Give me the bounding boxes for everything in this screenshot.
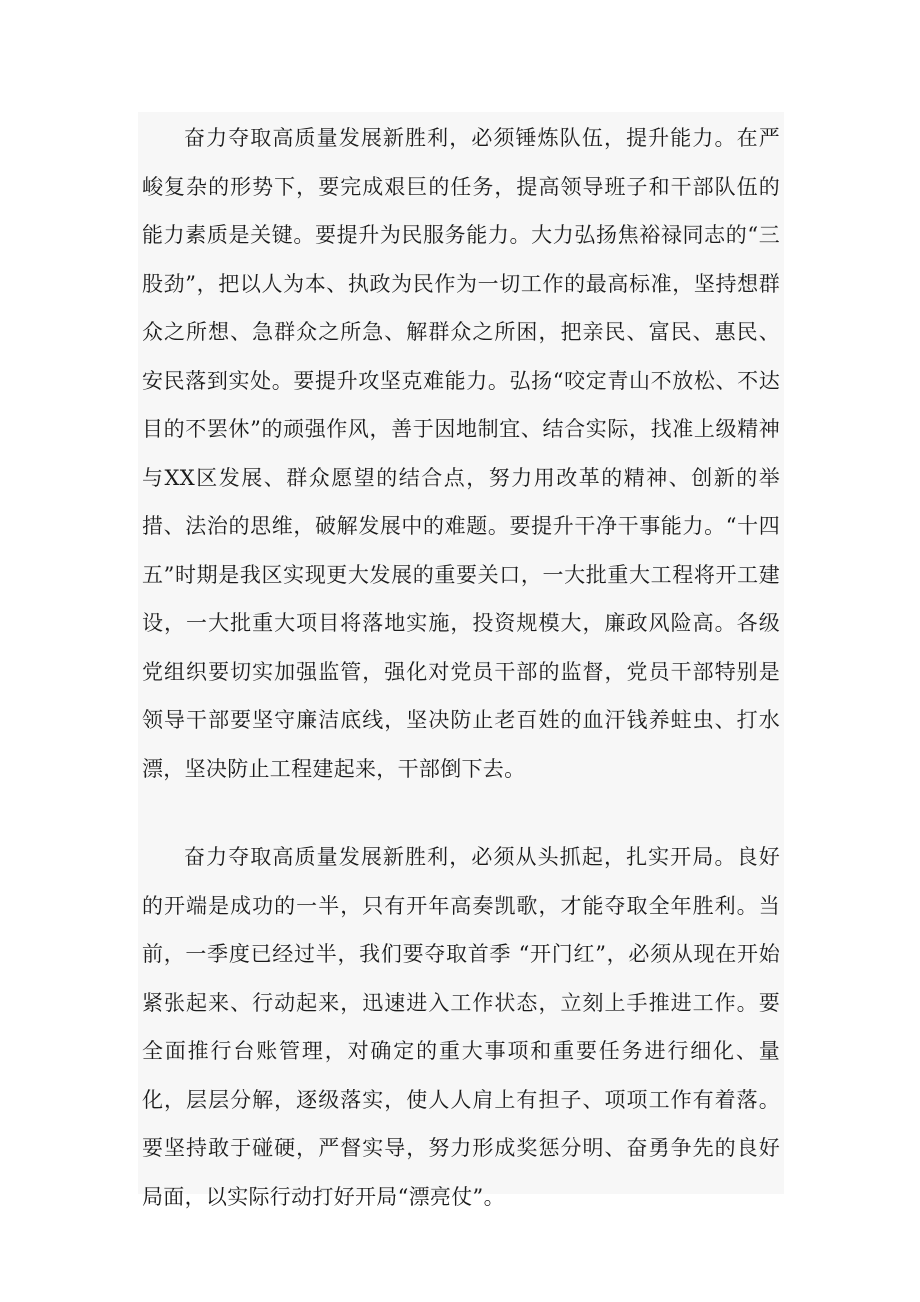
document-text-block xyxy=(138,112,784,1209)
paragraph-capability: 奋力夺取高质量发展新胜利，必须锤炼队伍，提升能力。在严峻复杂的形势下，要完成艰巨的任务，提高领导班子和干部队伍的能力素质是关键。要提升为民服务能力。大力弘扬焦裕禄同志的“三股劲”，把以人为本、执政为民作为一切工作的最高标准，坚持想群众之所想、急群众之所急、解群众之所困，把亲民、富民、惠民、安民落到实处。要提升攻坚克难能力。弘扬“咬定青山不放松、不达目的不罢休”的顽强作风，善于因地制宜、结合实际，找准上级精神与XX区发展、群众愿望的结合点，努力用改革的精神、创新的举措、法治的思维，破解发展中的难题。要提升干净干事能力。“十四五”时期是我区实现更大发展的重要关口，一大批重大工程将开工建设，一大批重大项目将落地实施，投资规模大，廉政风险高。各级党组织要切实加强监管，强化对党员干部的监督，党员干部特别是领导干部要坚守廉洁底线，坚决防止老百姓的血汗钱养蛀虫、打水漂，坚决防止工程建起来，干部倒下去。 xyxy=(142,126,780,781)
paragraph-good-start: 奋力夺取高质量发展新胜利，必须从头抓起，扎实开局。良好的开端是成功的一半，只有开年高奏凯歌，才能夺取全年胜利。当前，一季度已经过半，我们要夺取首季 “开门红”，必须从现在开始紧张起来、行动起来，迅速进入工作状态，立刻上手推进工作。要全面推行台账管理，对确定的重大事项和重要任务进行细化、量化，层层分解，逐级落实，使人人肩上有担子、项项工作有着落。要坚持敢于碰硬，严督实导，努力形成奖惩分明、奋勇争先的良好局面，以实际行动打好开局“漂亮仗”。 xyxy=(142,845,780,1209)
